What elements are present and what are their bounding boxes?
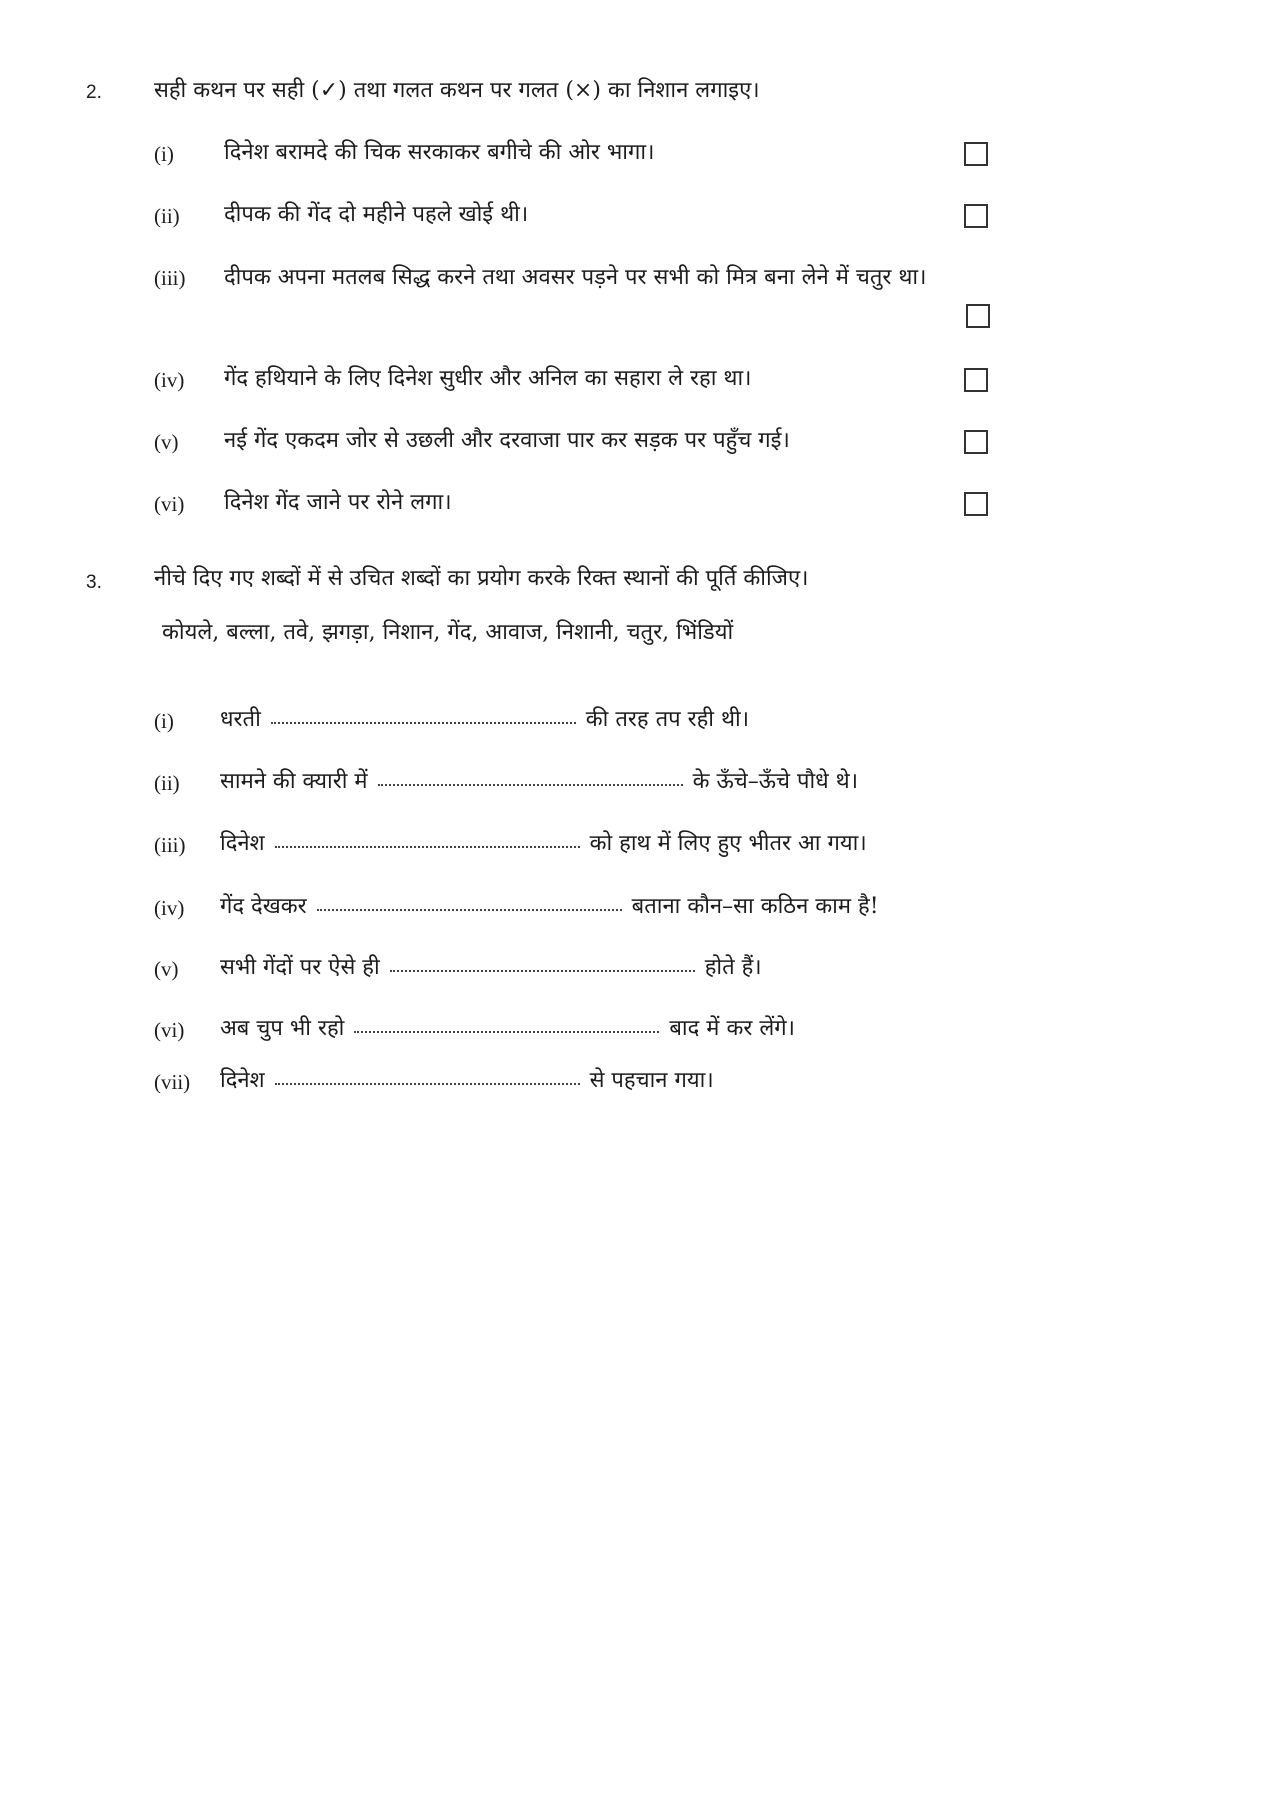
true-false-item — [154, 362, 1114, 402]
question-3-instruction: नीचे दिए गए शब्दों में से उचित शब्दों का प्रयोग करके रिक्त स्थानों की पूर्ति कीजिए। — [154, 566, 809, 591]
sentence-start: दिनेश — [220, 1068, 265, 1093]
statement-text: दीपक की गेंद दो महीने पहले खोई थी। — [224, 202, 529, 227]
question-2-number: 2. — [86, 82, 102, 103]
true-false-item — [154, 198, 1114, 238]
sentence-start: गेंद देखकर — [220, 894, 307, 919]
blank-line[interactable] — [275, 1079, 580, 1085]
sentence-end: होते हैं। — [704, 955, 762, 980]
sentence-end: को हाथ में लिए हुए भीतर आ गया। — [589, 831, 867, 856]
item-number: (i) — [154, 709, 174, 733]
statement-text: दीपक अपना मतलब सिद्ध करने तथा अवसर पड़ने पर सभी को मित्र बना लेने में चतुर था। — [224, 265, 927, 290]
item-number: (vi) — [154, 1018, 185, 1042]
blank-line[interactable] — [390, 966, 695, 972]
question-3-number: 3. — [86, 572, 102, 593]
statement-text: दिनेश गेंद जाने पर रोने लगा। — [224, 490, 452, 515]
answer-checkbox[interactable] — [964, 492, 988, 516]
true-false-item — [154, 486, 1114, 526]
item-number: (iv) — [154, 368, 185, 392]
answer-checkbox[interactable] — [966, 304, 990, 328]
item-number: (vii) — [154, 1070, 191, 1094]
item-number: (ii) — [154, 204, 180, 228]
true-false-item — [154, 424, 1114, 464]
sentence-end: बताना कौन–सा कठिन काम है! — [631, 894, 879, 919]
answer-checkbox[interactable] — [964, 204, 988, 228]
sentence-start: दिनेश — [220, 831, 265, 856]
sentence-end: बाद में कर लेंगे। — [669, 1016, 795, 1041]
true-false-item — [154, 136, 1114, 176]
sentence-start: अब चुप भी रहो — [220, 1016, 345, 1041]
blank-line[interactable] — [275, 842, 580, 848]
item-number: (v) — [154, 957, 179, 981]
sentence-end: के ऊँचे–ऊँचे पौधे थे। — [692, 769, 859, 794]
question-2-instruction: सही कथन पर सही (✓) तथा गलत कथन पर गलत (×) का निशान लगाइए। — [154, 78, 760, 103]
statement-text: नई गेंद एकदम जोर से उछली और दरवाजा पार कर सड़क पर पहुँच गई। — [224, 428, 790, 453]
blank-line[interactable] — [378, 780, 683, 786]
item-number: (v) — [154, 430, 179, 454]
answer-checkbox[interactable] — [964, 142, 988, 166]
answer-checkbox[interactable] — [964, 368, 988, 392]
blank-line[interactable] — [317, 905, 622, 911]
sentence-end: से पहचान गया। — [589, 1068, 714, 1093]
item-number: (iv) — [154, 896, 185, 920]
blank-line[interactable] — [271, 718, 576, 724]
word-bank: कोयले, बल्ला, तवे, झगड़ा, निशान, गेंद, आवाज, निशानी, चतुर, भिंडियों — [162, 620, 734, 645]
sentence-start: सामने की क्यारी में — [220, 769, 368, 794]
item-number: (iii) — [154, 266, 186, 290]
item-number: (vi) — [154, 492, 185, 516]
sentence-start: धरती — [220, 707, 261, 732]
statement-text: गेंद हथियाने के लिए दिनेश सुधीर और अनिल का सहारा ले रहा था। — [224, 366, 752, 391]
blank-line[interactable] — [354, 1027, 659, 1033]
item-number: (ii) — [154, 771, 180, 795]
statement-text: दिनेश बरामदे की चिक सरकाकर बगीचे की ओर भागा। — [224, 140, 655, 165]
sentence-start: सभी गेंदों पर ऐसे ही — [220, 955, 380, 980]
sentence-end: की तरह तप रही थी। — [585, 707, 750, 732]
item-number: (iii) — [154, 833, 186, 857]
item-number: (i) — [154, 142, 174, 166]
true-false-item — [154, 260, 1114, 336]
answer-checkbox[interactable] — [964, 430, 988, 454]
